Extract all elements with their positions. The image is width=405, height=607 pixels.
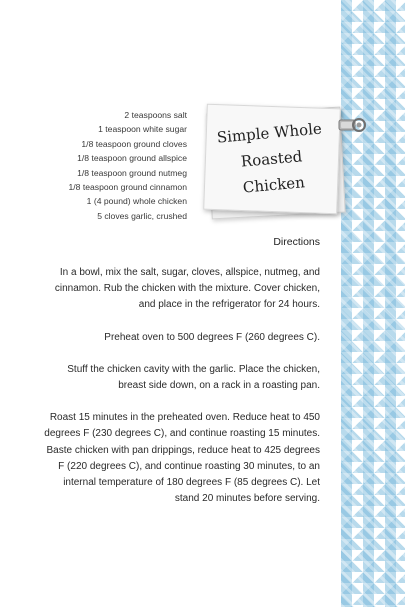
paper-clip-icon <box>337 115 367 135</box>
recipe-title-line: Chicken <box>242 173 306 197</box>
ingredient-item: 5 cloves garlic, crushed <box>97 210 187 221</box>
recipe-title-line: Roasted <box>240 147 304 171</box>
ingredient-item: 1 teaspoon white sugar <box>98 124 187 135</box>
directions-steps <box>40 265 320 523</box>
ingredient-item: 1/8 teaspoon ground cloves <box>81 138 187 149</box>
directions-heading: Directions <box>273 236 320 248</box>
ingredient-item: 2 teaspoons salt <box>124 110 187 120</box>
ingredient-item: 1/8 teaspoon ground allspice <box>77 153 187 164</box>
ingredient-item: 1/8 teaspoon ground nutmeg <box>77 167 187 178</box>
recipe-title-line: Simple Whole <box>216 119 323 147</box>
gingham-border <box>341 0 405 607</box>
card-stack-front <box>203 104 341 215</box>
direction-step: In a bowl, mix the salt, sugar, cloves, allspice, nutmeg, and cinnamon. Rub the chicken with the mixture. Cover chicken, and place in the refrigerator for 24 hours. <box>54 267 320 311</box>
direction-step: Stuff the chicken cavity with the garlic. Place the chicken, breast side down, on a rack in a roasting pan. <box>67 363 320 392</box>
ingredient-list <box>69 108 188 223</box>
direction-step: Preheat oven to 500 degrees F (260 degrees C). <box>104 331 320 343</box>
ingredient-item: 1/8 teaspoon ground cinnamon <box>68 182 187 193</box>
recipe-title <box>216 116 328 203</box>
title-card <box>205 104 343 216</box>
ingredient-item: 1 (4 pound) whole chicken <box>86 196 187 207</box>
direction-step: Roast 15 minutes in the preheated oven. Reduce heat to 450 degrees F (230 degrees C), and continue roasting 15 minutes. Baste chicken with pan drippings, reduce heat to 425 degrees F (220 degrees C), and continue roasting 30 minutes, to an internal temperature of 180 degrees F (85 degrees C). Let stand 20 minutes before serving. <box>44 412 320 505</box>
